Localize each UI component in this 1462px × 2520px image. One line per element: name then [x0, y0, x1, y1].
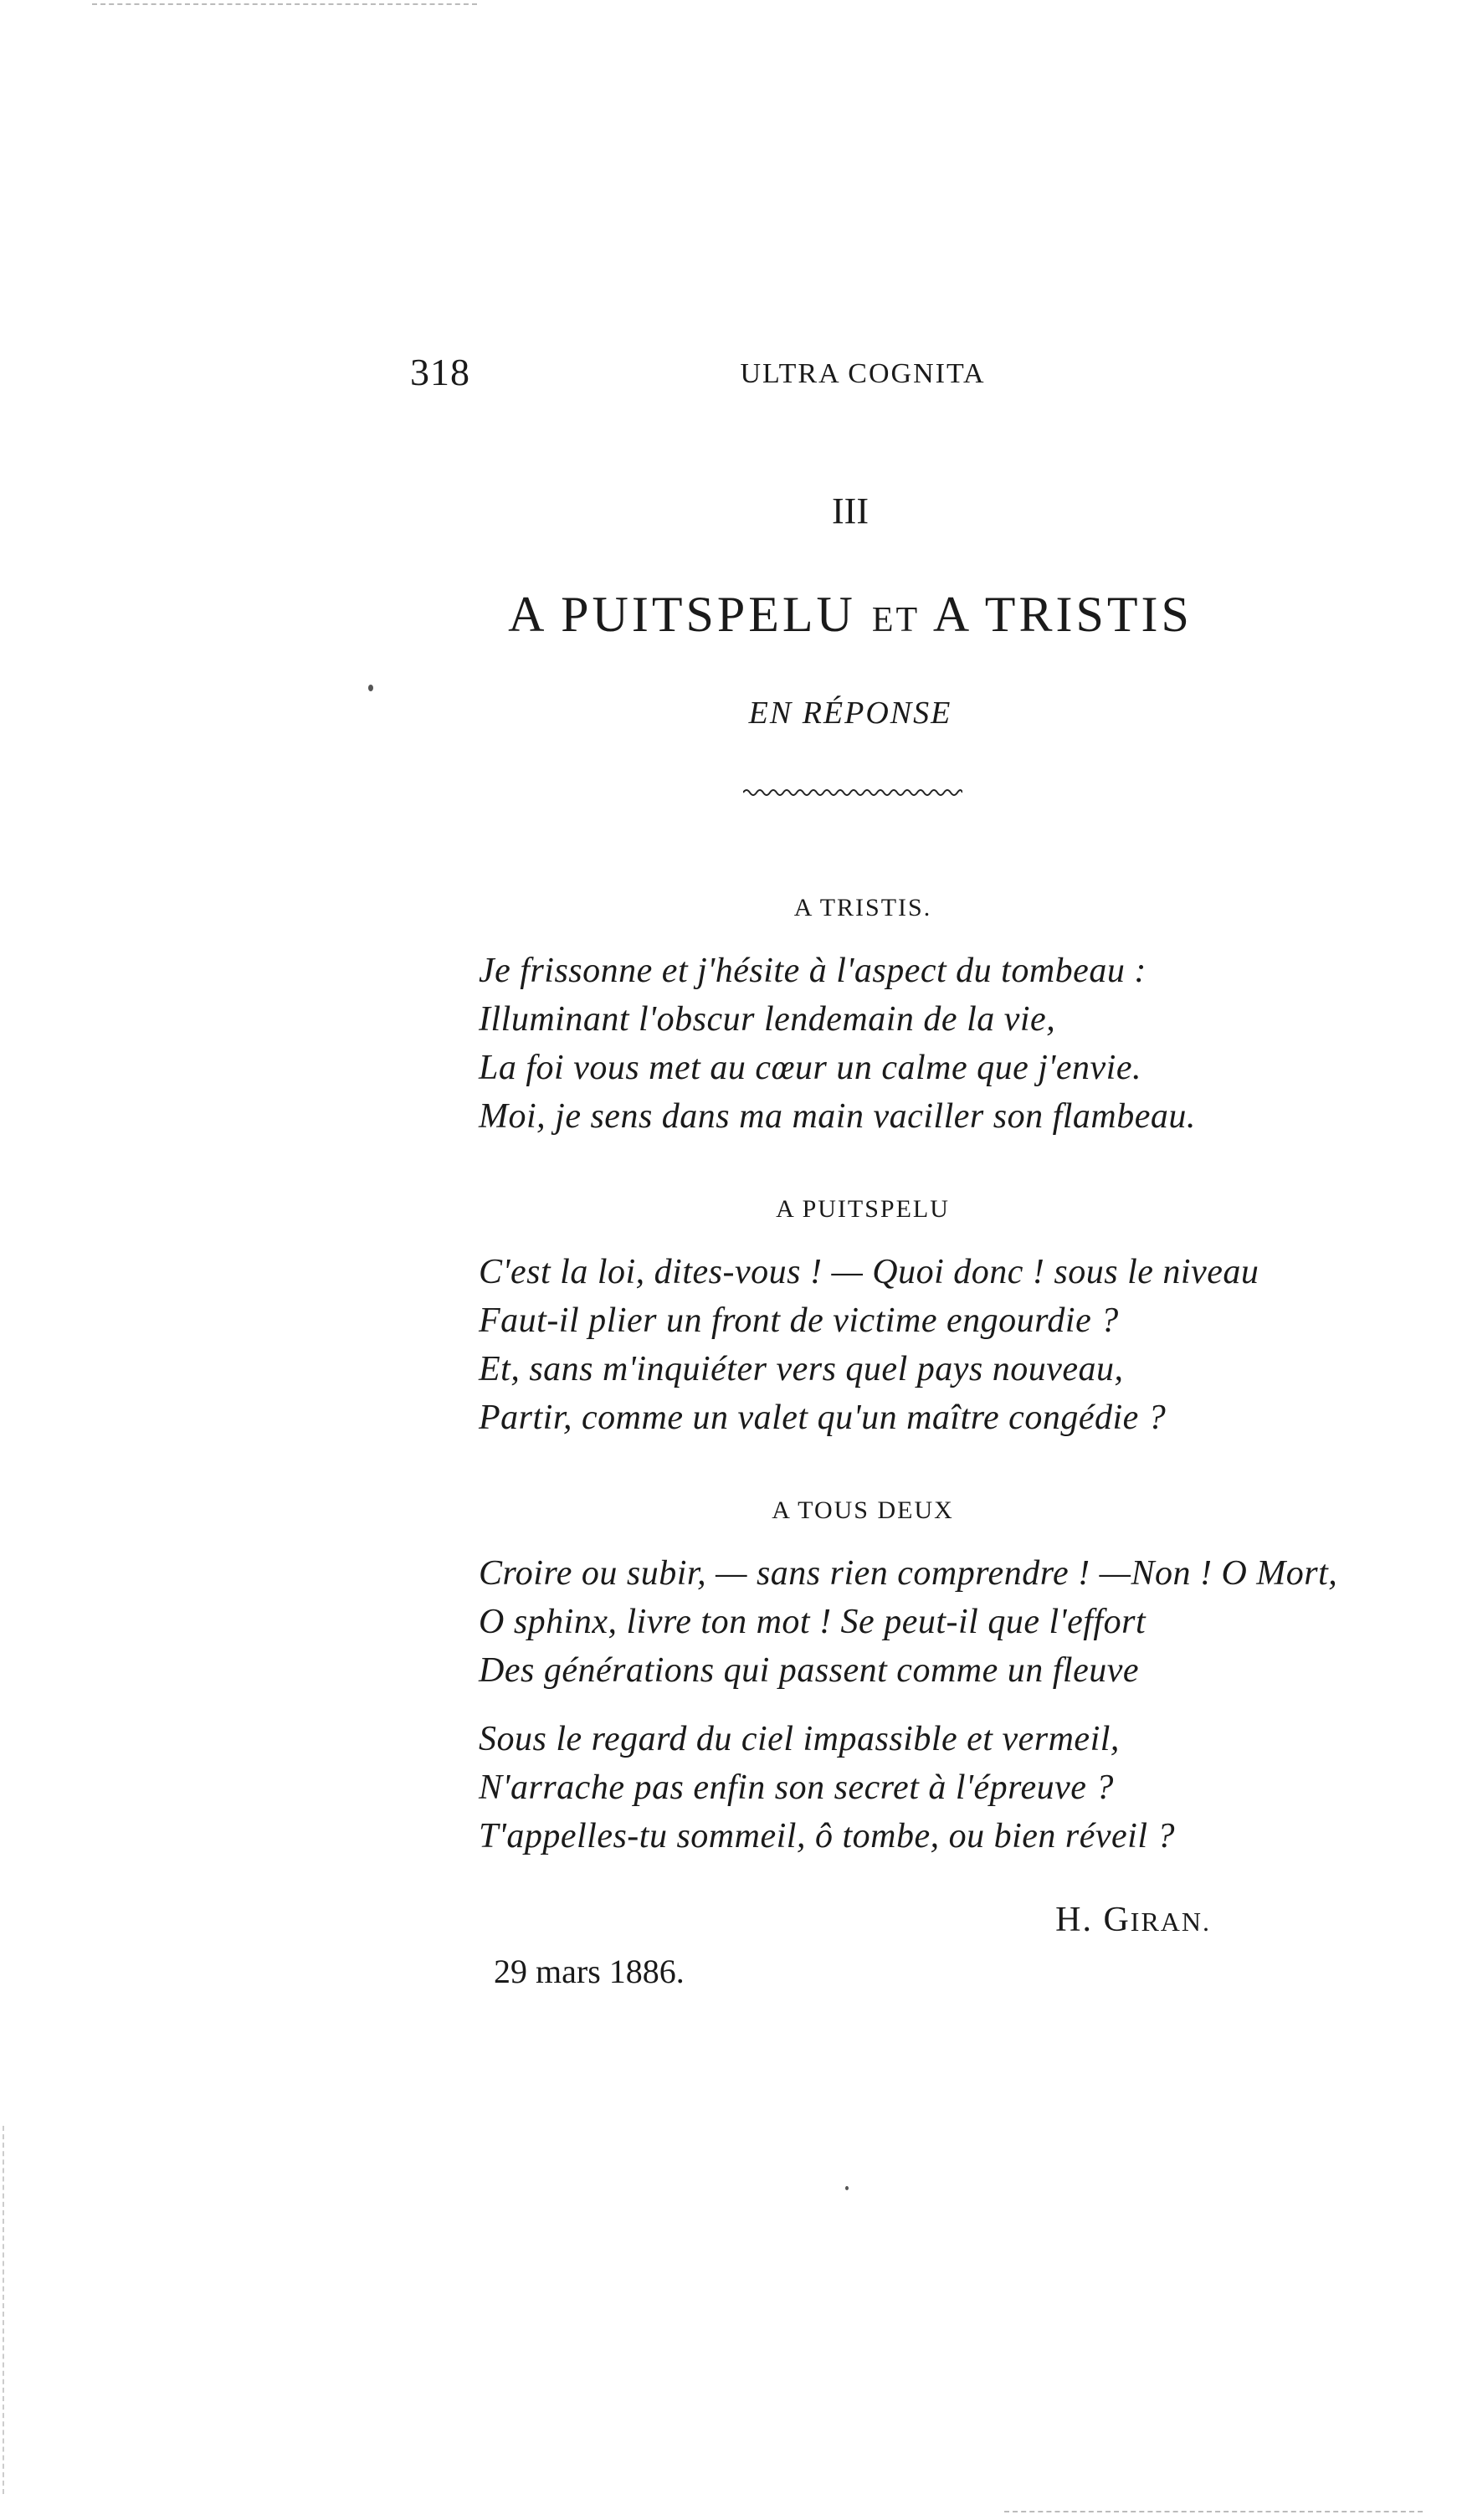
verse-line: N'arrache pas enfin son secret à l'épreuve ? [479, 1768, 1114, 1807]
wavy-ornament-icon [743, 787, 962, 798]
title-part-2: A TRISTIS [932, 587, 1193, 642]
signature-initial: H. G [1055, 1901, 1131, 1939]
scan-edge-top [92, 3, 477, 5]
scan-edge-bottom [1004, 2511, 1423, 2512]
verse-line: Faut-il plier un front de victime engourdie ? [479, 1301, 1119, 1340]
verse-line: T'appelles-tu sommeil, ô tombe, ou bien réveil ? [479, 1817, 1176, 1855]
scan-speck [368, 685, 373, 691]
verse-line: Croire ou subir, — sans rien comprendre ! —Non ! O Mort, [479, 1554, 1338, 1593]
poem-date: 29 mars 1886. [494, 1953, 685, 1990]
verse-line: Sous le regard du ciel impassible et vermeil, [479, 1720, 1120, 1758]
title-connector: ET [871, 601, 921, 639]
verse-line: Illuminant l'obscur lendemain de la vie, [479, 1000, 1056, 1039]
signature-rest: IRAN. [1130, 1907, 1211, 1937]
verse-line: C'est la loi, dites-vous ! — Quoi donc ! sous le niveau [479, 1253, 1259, 1291]
author-signature [1055, 1900, 1211, 1940]
verse-line: La foi vous met au cœur un calme que j'envie. [479, 1049, 1141, 1087]
verse-line: Des générations qui passent comme un fleuve [479, 1651, 1140, 1690]
verse-line: Moi, je sens dans ma main vaciller son flambeau. [479, 1097, 1196, 1136]
section-heading-puitspelu: A PUITSPELU [776, 1195, 950, 1223]
page-number: 318 [410, 351, 470, 393]
poem-subtitle: EN RÉPONSE [748, 695, 952, 731]
verse-line: Partir, comme un valet qu'un maître congédie ? [479, 1399, 1167, 1437]
running-head: ULTRA COGNITA [740, 358, 986, 389]
scan-speck [845, 2186, 849, 2190]
scan-edge-left [3, 2126, 4, 2494]
section-heading-tous-deux: A TOUS DEUX [772, 1496, 954, 1524]
verse-line: Je frissonne et j'hésite à l'aspect du tombeau : [479, 952, 1147, 990]
verse-line: O sphinx, livre ton mot ! Se peut-il que l'effort [479, 1603, 1147, 1641]
poem-title [0, 586, 1462, 644]
section-heading-tristis: A TRISTIS. [793, 894, 932, 921]
verse-line: Et, sans m'inquiéter vers quel pays nouveau, [479, 1350, 1124, 1388]
title-part-1: A PUITSPELU [508, 587, 856, 642]
section-number: III [832, 490, 869, 531]
